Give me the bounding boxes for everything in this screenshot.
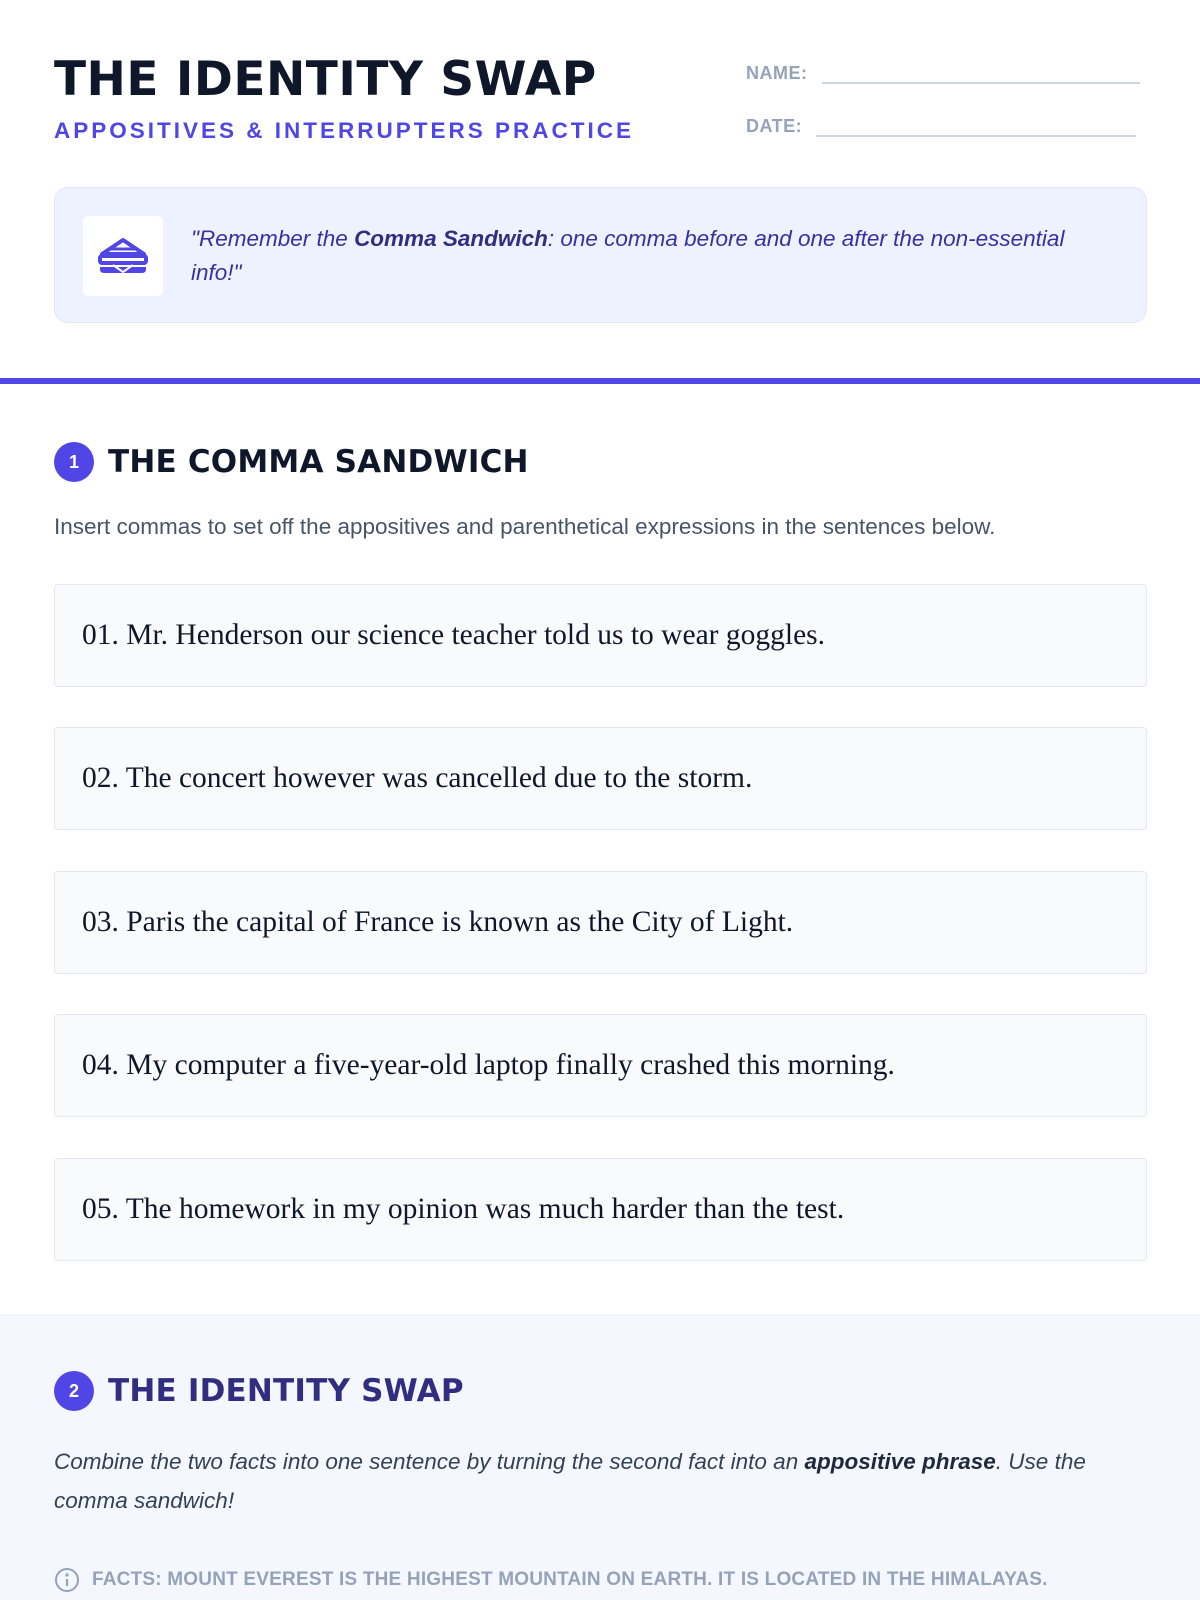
section-comma-sandwich <box>0 384 1200 1314</box>
instruction-suffix: . Use the comma sandwich! <box>54 1449 1086 1513</box>
instruction-prefix: Combine the two facts into one sentence by turning the second fact into an <box>54 1449 805 1474</box>
sentence-box[interactable]: 03. Paris the capital of France is known as the City of Light. <box>54 871 1147 974</box>
section-instruction: Insert commas to set off the appositives and parenthetical expressions in the sentences below. <box>54 514 996 539</box>
date-field-row <box>746 115 1136 137</box>
name-field-row <box>746 62 1140 84</box>
sentence-box[interactable]: 05. The homework in my opinion was much harder than the test. <box>54 1158 1147 1261</box>
name-field[interactable] <box>822 62 1140 84</box>
date-field[interactable] <box>816 115 1136 137</box>
instruction-bold: appositive phrase <box>804 1449 996 1474</box>
sentence-box[interactable]: 02. The concert however was cancelled due to the storm. <box>54 727 1147 830</box>
tip-text-prefix: "Remember the <box>191 226 355 251</box>
tip-text-suffix: : one comma before and one after the non-essential info!" <box>191 226 1065 285</box>
sentence-box[interactable]: 04. My computer a five-year-old laptop finally crashed this morning. <box>54 1014 1147 1117</box>
page-subtitle: APPOSITIVES & INTERRUPTERS PRACTICE <box>54 118 635 143</box>
section-number-badge: 2 <box>54 1371 94 1411</box>
name-label: NAME: <box>746 63 808 83</box>
section-1-heading <box>54 442 529 482</box>
sandwich-icon <box>97 236 149 276</box>
section-title: THE COMMA SANDWICH <box>108 444 529 480</box>
worksheet-header <box>0 0 1200 380</box>
tip-text-bold: Comma Sandwich <box>354 226 548 251</box>
info-icon <box>54 1567 80 1593</box>
section-identity-swap <box>0 1314 1200 1600</box>
date-label: DATE: <box>746 116 803 136</box>
tip-text <box>191 222 1071 290</box>
section-instruction <box>54 1442 1144 1520</box>
section-title: THE IDENTITY SWAP <box>108 1373 464 1409</box>
section-2-heading <box>54 1371 464 1411</box>
page-title: THE IDENTITY SWAP <box>54 52 597 107</box>
section-number-badge: 1 <box>54 442 94 482</box>
facts-row <box>54 1567 1048 1593</box>
tip-callout <box>54 187 1147 323</box>
sandwich-icon-container <box>83 216 163 296</box>
sentence-box[interactable]: 01. Mr. Henderson our science teacher told us to wear goggles. <box>54 584 1147 687</box>
facts-text: FACTS: MOUNT EVEREST IS THE HIGHEST MOUNTAIN ON EARTH. IT IS LOCATED IN THE HIMALAYAS. <box>92 1569 1048 1590</box>
